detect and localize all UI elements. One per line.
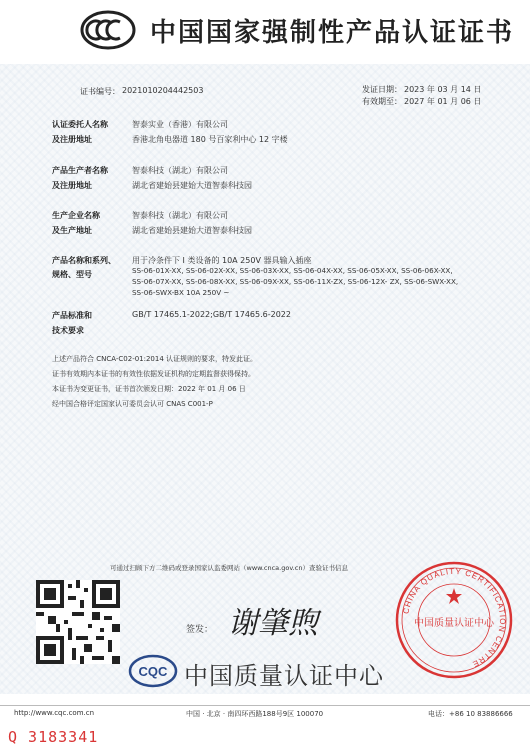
- factory-address: 湖北省建始县建始大道智泰科技园: [132, 226, 252, 235]
- svg-text:CQC: CQC: [138, 664, 168, 679]
- signature: 谢肇煦: [228, 606, 318, 641]
- footer-address: 中国 · 北京 · 南四环西路188号9区 100070: [186, 710, 324, 718]
- applicant-name: 智泰实业（香港）有限公司: [132, 120, 228, 129]
- query-text: 可通过扫顾下方二维码或登录国家认监委网站（www.cnca.gov.cn）查验证书信息: [110, 564, 348, 572]
- issue-date-label: 发证日期：: [362, 85, 402, 94]
- cert-number: 2021010204442503: [122, 86, 204, 95]
- footer-website-link[interactable]: http://www.cqc.com.cn: [14, 709, 95, 717]
- manufacturer-name: 智泰科技（湖北）有限公司: [132, 166, 228, 175]
- product-line: 用于冷条件下 I 类设备的 10A 250V 器具输入插座: [132, 256, 312, 265]
- ccc-logo-icon: [80, 10, 136, 50]
- valid-date-label: 有效期至：: [362, 97, 402, 106]
- note-line: 经中国合格评定国家认可委员会认可 CNAS C001-P: [52, 400, 213, 408]
- valid-date: 2027 年 01 月 06 日: [404, 97, 482, 106]
- seal-text: CHINA QUALITY CERTIFICATION CENTRE: [401, 566, 508, 670]
- applicant-label: 认证委托人名称: [52, 120, 108, 129]
- product-line: SS-06-SWX-BX 10A 250V ~: [132, 288, 230, 297]
- organization-name: 中国质量认证中心: [184, 662, 384, 690]
- footer-divider: [0, 705, 530, 706]
- applicant-address-label: 及注册地址: [52, 135, 92, 144]
- issue-date: 2023 年 03 月 14 日: [404, 85, 482, 94]
- serial-number: Q 3183341: [8, 728, 99, 746]
- manufacturer-address-label: 及注册地址: [52, 181, 92, 190]
- signature-label: 签发：: [186, 625, 214, 635]
- standard-req-label: 技术要求: [52, 326, 84, 335]
- footer-phone: 电话：+86 10 83886666: [428, 710, 513, 718]
- factory-name: 智泰科技（湖北）有限公司: [132, 211, 228, 220]
- factory-label: 生产企业名称: [52, 211, 100, 220]
- certificate-title: 中国国家强制性产品认证证书: [150, 18, 515, 48]
- official-seal-icon: [394, 560, 514, 680]
- cert-number-label: 证书编号：: [80, 87, 120, 96]
- note-line: 上述产品符合 CNCA-C02-01:2014 认证规则的要求，特发此证。: [52, 355, 258, 363]
- note-line: 本证书为变更证书，证书首次颁发日期：2022 年 01 月 06 日: [52, 385, 246, 393]
- note-line: 证书有效期内本证书的有效性依据发证机构的定期监督获得保持。: [52, 370, 255, 378]
- manufacturer-address: 湖北省建始县建始大道智泰科技园: [132, 181, 252, 190]
- factory-address-label: 及生产地址: [52, 226, 92, 235]
- seal-center-text: 中国质量认证中心: [414, 618, 494, 629]
- product-label: 产品名称和系列、: [52, 256, 116, 265]
- product-spec-label: 规格、型号: [52, 270, 92, 279]
- standard-value: GB/T 17465.1-2022;GB/T 17465.6-2022: [132, 310, 291, 319]
- product-line: SS-06-07X-XX, SS-06-08X-XX, SS-06-09X-XX, SS-06-11X-ZX, SS-06-12X- ZX, SS-06-SWX-XX,: [132, 277, 459, 286]
- manufacturer-label: 产品生产者名称: [52, 166, 108, 175]
- cqc-logo-icon: [128, 654, 178, 688]
- applicant-address: 香港北角电器道 180 号百家利中心 12 字楼: [132, 135, 288, 144]
- product-line: SS-06-01X-XX, SS-06-02X-XX, SS-06-03X-XX, SS-06-04X-XX, SS-06-05X-XX, SS-06-06X-XX,: [132, 266, 453, 275]
- certificate-header: [0, 0, 530, 64]
- qr-code[interactable]: [36, 580, 120, 664]
- standard-label: 产品标准和: [52, 311, 92, 320]
